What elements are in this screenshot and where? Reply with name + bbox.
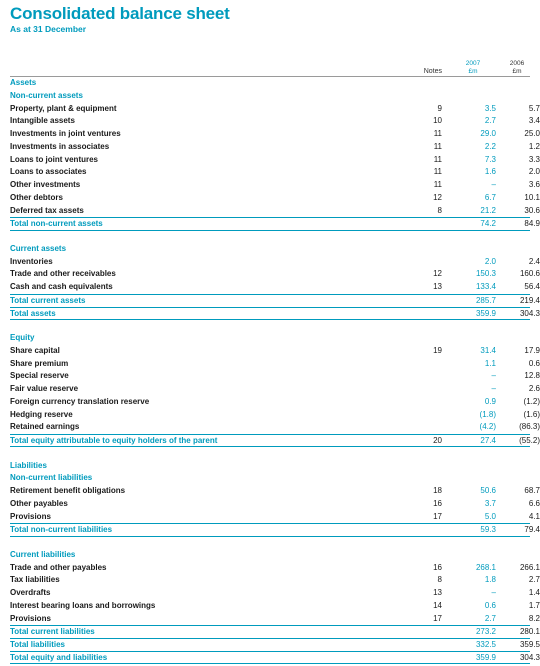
note-ref: 11: [433, 129, 442, 138]
row-label: Total equity attributable to equity holders of the parent: [10, 436, 218, 445]
section-heading: [10, 549, 530, 561]
table-row: [10, 409, 540, 421]
row-label: Current assets: [10, 243, 67, 253]
row-label: Loans to associates: [10, 167, 87, 177]
value-2006: 30.6: [524, 205, 540, 215]
value-2006: 25.0: [524, 129, 540, 138]
row-label: Interest bearing loans and borrowings: [10, 600, 156, 610]
value-2007: 0.6: [484, 600, 496, 610]
row-label: Property, plant & equipment: [10, 103, 117, 113]
table-row: [10, 485, 540, 497]
value-2007: 268.1: [475, 562, 496, 572]
value-2007: 1.1: [484, 358, 496, 368]
note-ref: 17: [433, 613, 442, 623]
row-label: Investments in associates: [10, 141, 110, 151]
total-row: [10, 638, 540, 651]
row-label: Provisions: [10, 613, 51, 623]
value-2007: –: [491, 384, 496, 393]
note-ref: 12: [433, 269, 442, 279]
section-heading: [10, 472, 530, 484]
section-heading: [10, 460, 530, 472]
value-2007: 2.2: [484, 141, 496, 151]
section-heading: [10, 332, 530, 344]
row-label: Total non-current liabilities: [10, 525, 113, 535]
note-ref: 10: [433, 116, 442, 126]
note-ref: 16: [433, 562, 442, 572]
row-label: Non-current liabilities: [10, 473, 93, 483]
value-2006: 1.2: [528, 141, 540, 151]
value-2007: 50.6: [480, 486, 496, 495]
row-label: Overdrafts: [10, 588, 51, 597]
value-2006: 0.6: [528, 358, 540, 368]
note-ref: 8: [437, 575, 442, 585]
note-ref: 13: [433, 588, 442, 597]
total-row: [10, 651, 540, 664]
column-header-2006-unit: £m: [512, 67, 522, 75]
row-label: Assets: [10, 78, 37, 87]
column-header-notes: Notes: [423, 68, 442, 75]
row-label: Current liabilities: [10, 549, 76, 559]
total-row: [10, 307, 540, 320]
value-2007: –: [491, 371, 496, 381]
column-header-2007-year: 2007: [465, 60, 481, 67]
value-2007: 285.7: [475, 295, 496, 305]
row-label: Inventories: [10, 256, 53, 266]
section-divider: [10, 230, 530, 231]
table-row: [10, 141, 540, 153]
note-ref: 20: [433, 436, 442, 445]
row-label: Total non-current assets: [10, 219, 103, 229]
value-2007: 2.7: [484, 613, 496, 623]
value-2007: 133.4: [475, 282, 496, 291]
value-2006: 5.7: [528, 103, 540, 113]
section-divider: [10, 319, 530, 320]
column-header-2006-year: 2006: [509, 60, 525, 67]
value-2006: (1.6): [523, 409, 540, 419]
section-heading: [10, 90, 530, 102]
table-row: [10, 205, 540, 217]
section-heading: [10, 77, 530, 89]
value-2007: 59.3: [480, 525, 496, 535]
row-label: Investments in joint ventures: [10, 129, 121, 138]
section-divider: [10, 446, 530, 447]
table-row: [10, 358, 540, 370]
table-row: [10, 281, 540, 293]
value-2007: 7.3: [484, 154, 496, 164]
value-2006: 2.0: [528, 167, 540, 177]
value-2007: 0.9: [484, 396, 496, 406]
value-2007: 150.3: [475, 269, 496, 279]
value-2006: 280.1: [519, 627, 540, 637]
total-row: [10, 294, 540, 307]
value-2007: 3.7: [484, 498, 496, 508]
value-2006: 266.1: [519, 562, 540, 572]
row-label: Cash and cash equivalents: [10, 282, 113, 291]
value-2006: 3.4: [528, 116, 540, 126]
row-label: Tax liabilities: [10, 575, 60, 585]
value-2006: 359.5: [519, 640, 540, 649]
value-2006: (55.2): [519, 436, 540, 445]
value-2007: 273.2: [475, 627, 496, 637]
value-2007: 27.4: [480, 436, 496, 445]
row-label: Deferred tax assets: [10, 205, 84, 215]
table-row: [10, 562, 540, 574]
row-label: Share premium: [10, 358, 69, 368]
note-ref: 9: [437, 103, 442, 113]
row-label: Total current assets: [10, 295, 86, 305]
row-label: Fair value reserve: [10, 384, 79, 393]
column-header-2007: [458, 60, 488, 75]
table-row: [10, 396, 540, 408]
row-label: Total current liabilities: [10, 627, 95, 637]
note-ref: 11: [433, 167, 442, 177]
table-row: [10, 154, 540, 166]
value-2006: 219.4: [519, 295, 540, 305]
value-2006: 160.6: [519, 269, 540, 279]
value-2006: 79.4: [524, 525, 540, 535]
table-row: [10, 370, 540, 382]
section-heading: [10, 243, 530, 255]
row-label: Other investments: [10, 180, 81, 189]
page-subtitle: As at 31 December: [10, 24, 87, 34]
column-header-2006: [502, 60, 532, 75]
value-2006: (1.2): [523, 396, 540, 406]
value-2007: –: [491, 180, 496, 189]
note-ref: 12: [433, 192, 442, 202]
value-2006: 17.9: [524, 345, 540, 355]
note-ref: 18: [433, 486, 442, 495]
row-label: Total liabilities: [10, 640, 65, 649]
row-label: Foreign currency translation reserve: [10, 396, 150, 406]
value-2006: 3.6: [528, 180, 540, 189]
value-2007: 2.0: [484, 256, 496, 266]
value-2007: 3.5: [484, 103, 496, 113]
note-ref: 16: [433, 498, 442, 508]
value-2006: 1.7: [528, 600, 540, 610]
value-2007: –: [491, 588, 496, 597]
table-row: [10, 511, 540, 523]
row-label: Other debtors: [10, 192, 63, 202]
table-row: [10, 128, 540, 140]
value-2006: 84.9: [524, 219, 540, 229]
value-2006: 68.7: [524, 486, 540, 495]
table-row: [10, 613, 540, 625]
note-ref: 19: [433, 345, 442, 355]
row-label: Non-current assets: [10, 90, 83, 100]
value-2007: 1.8: [484, 575, 496, 585]
value-2007: 6.7: [484, 192, 496, 202]
note-ref: 11: [433, 180, 442, 189]
value-2006: 304.3: [519, 652, 540, 662]
value-2007: 332.5: [475, 640, 496, 649]
row-label: Special reserve: [10, 371, 69, 381]
table-row: [10, 268, 540, 280]
value-2007: 1.6: [484, 167, 496, 177]
value-2006: (86.3): [519, 422, 540, 432]
value-2006: 56.4: [524, 282, 540, 291]
row-label: Total assets: [10, 308, 56, 318]
value-2007: 359.9: [475, 308, 496, 318]
row-label: Hedging reserve: [10, 409, 73, 419]
value-2006: 3.3: [528, 154, 540, 164]
table-row: [10, 421, 540, 433]
table-row: [10, 574, 540, 586]
row-label: Share capital: [10, 345, 60, 355]
value-2007: 21.2: [480, 205, 496, 215]
row-label: Equity: [10, 333, 35, 342]
table-row: [10, 345, 540, 357]
value-2006: 4.1: [528, 511, 540, 521]
value-2007: 31.4: [480, 345, 496, 355]
section-divider: [10, 663, 530, 664]
value-2007: (1.8): [479, 409, 496, 419]
table-row: [10, 383, 540, 395]
total-row: [10, 434, 540, 447]
row-label: Trade and other receivables: [10, 269, 116, 279]
table-row: [10, 498, 540, 510]
value-2006: 8.2: [528, 613, 540, 623]
row-label: Loans to joint ventures: [10, 154, 99, 164]
table-row: [10, 192, 540, 204]
value-2007: 29.0: [480, 129, 496, 138]
value-2007: 74.2: [480, 219, 496, 229]
note-ref: 11: [433, 141, 442, 151]
table-row: [10, 600, 540, 612]
note-ref: 13: [433, 282, 442, 291]
table-row: [10, 166, 540, 178]
note-ref: 17: [433, 511, 442, 521]
table-row: [10, 103, 540, 115]
table-row: [10, 256, 540, 268]
value-2007: 2.7: [484, 116, 496, 126]
note-ref: 8: [437, 205, 442, 215]
value-2006: 2.6: [528, 384, 540, 393]
value-2007: 359.9: [475, 652, 496, 662]
value-2006: 304.3: [519, 308, 540, 318]
row-label: Trade and other payables: [10, 562, 107, 572]
row-label: Liabilities: [10, 460, 47, 470]
page-title: Consolidated balance sheet: [10, 4, 230, 23]
table-row: [10, 115, 540, 127]
section-divider: [10, 536, 530, 537]
table-row: [10, 587, 540, 599]
total-row: [10, 217, 540, 230]
value-2006: 1.4: [528, 588, 540, 597]
total-row: [10, 523, 540, 536]
value-2006: 10.1: [524, 192, 540, 202]
value-2006: 6.6: [528, 498, 540, 508]
column-header-2007-unit: £m: [468, 67, 478, 75]
value-2006: 2.4: [528, 256, 540, 266]
row-label: Retained earnings: [10, 422, 80, 432]
value-2007: (4.2): [479, 422, 496, 432]
row-label: Other payables: [10, 498, 68, 508]
value-2007: 5.0: [484, 511, 496, 521]
value-2006: 12.8: [524, 371, 540, 381]
row-label: Provisions: [10, 511, 51, 521]
row-label: Total equity and liabilities: [10, 652, 108, 662]
row-label: Intangible assets: [10, 116, 75, 126]
value-2006: 2.7: [528, 575, 540, 585]
total-row: [10, 625, 540, 638]
note-ref: 14: [433, 600, 442, 610]
row-label: Retirement benefit obligations: [10, 486, 126, 495]
note-ref: 11: [433, 154, 442, 164]
table-row: [10, 179, 540, 191]
